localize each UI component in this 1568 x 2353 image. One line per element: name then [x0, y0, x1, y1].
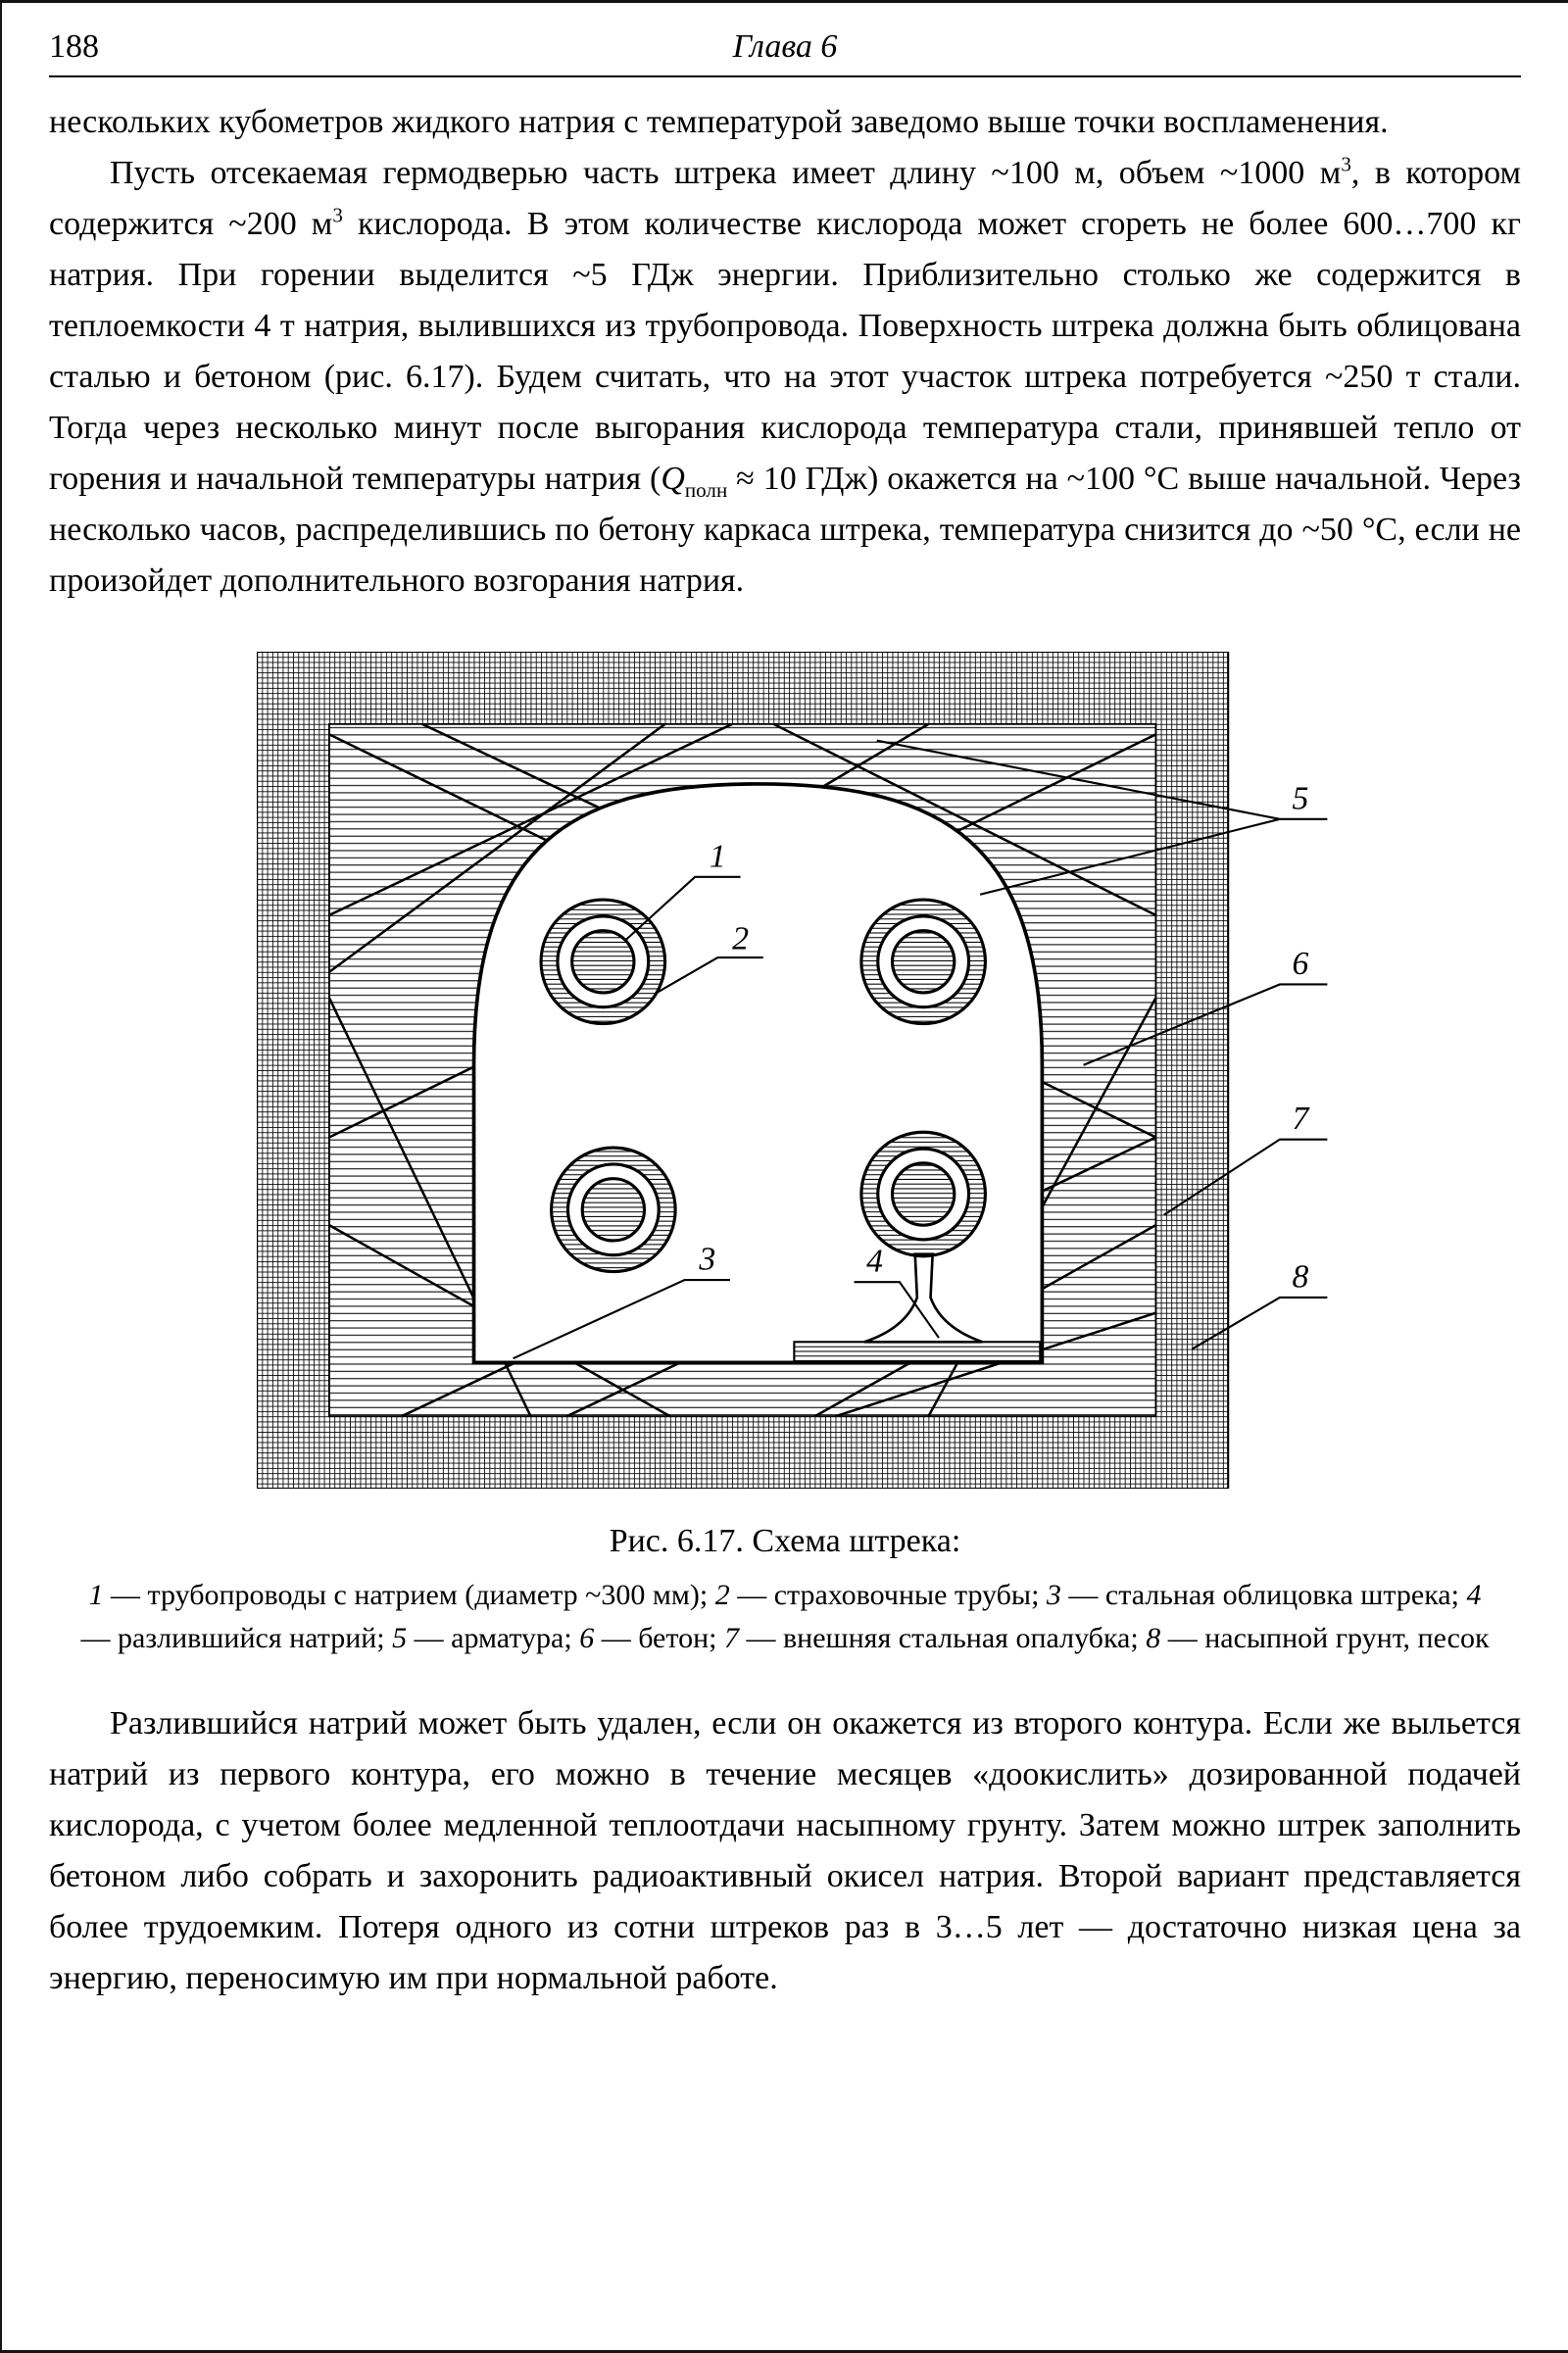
- legend-num: 5: [392, 1621, 408, 1654]
- legend-text: — разлившийся натрий;: [80, 1621, 393, 1654]
- callout-6-label: 6: [1292, 946, 1309, 983]
- text-segment: Пусть отсекаемая гермодверью часть штрека имеет длину ~100 м, объем ~1000 м: [110, 155, 1342, 192]
- figure-diagram-wrap: [257, 652, 1521, 1494]
- pipe-assembly-upper-right: [861, 900, 986, 1024]
- legend-text: — стальная облицовка штрека;: [1060, 1579, 1467, 1612]
- sodium-pipe-core: [572, 931, 634, 993]
- paragraph-main: [49, 148, 1521, 607]
- callout-4-label: 4: [866, 1243, 884, 1280]
- page-header: [49, 23, 1521, 77]
- legend-text: — внешняя стальная опалубка;: [738, 1621, 1147, 1654]
- callout-3-label: 3: [699, 1241, 716, 1278]
- figure-caption: Рис. 6.17. Схема штрека:: [609, 1523, 961, 1560]
- callout-2-label: 2: [732, 920, 749, 957]
- legend-text: — бетон;: [594, 1621, 724, 1654]
- text-segment: кислорода. В этом количестве кислорода может сгореть не более 600…700 кг натрия. При горении выделится ~5 ГДж энергии. Приблизительно столько же содержится в теплоемкости 4 т натрия, вылившихся из трубопровода. Поверхность штрека должна быть облицована сталью и бетоном (рис. 6.17). Будем считать, что на этот участок штрека потребуется ~250 т стали. Тогда через несколько минут после выгорания кислорода температура стали, принявшей тепло от горения и начальной температуры натрия (: [49, 206, 1521, 498]
- legend-num: 4: [1466, 1579, 1482, 1612]
- sodium-pipe-core: [893, 931, 955, 993]
- pipe-assembly-lower-right-leaking: [861, 1132, 986, 1256]
- legend-num: 8: [1146, 1621, 1161, 1654]
- legend-text: — насыпной грунт, песок: [1160, 1621, 1490, 1654]
- formula-subscript: полн: [684, 477, 728, 502]
- legend-num: 1: [88, 1579, 104, 1612]
- superscript: 3: [1341, 152, 1351, 176]
- legend-num: 3: [1046, 1579, 1061, 1612]
- chapter-title: Глава 6: [732, 28, 838, 65]
- spilled-sodium-pool: [794, 1342, 1040, 1362]
- text-segment: ≈ 10 ГДж) окажется на ~100 °С выше начальной. Через несколько часов, распределившись по бетону каркаса штрека, температура снизится до ~50 °С, если не произойдет дополнительного возгорания натрия.: [49, 461, 1521, 600]
- callout-5-label: 5: [1292, 780, 1309, 817]
- pipe-assembly-lower-left: [552, 1148, 676, 1272]
- legend-text: — трубопроводы с натрием (диаметр ~300 мм);: [103, 1579, 715, 1612]
- tunnel-steel-lining-outline: [474, 784, 1043, 1362]
- legend-text: — страховочные трубы;: [729, 1579, 1047, 1612]
- legend-num: 6: [579, 1621, 595, 1654]
- callout-7-label: 7: [1292, 1101, 1309, 1138]
- legend-num: 7: [723, 1621, 739, 1654]
- callout-1-label: 1: [709, 838, 726, 875]
- legend-text: — арматура;: [407, 1621, 580, 1654]
- paragraph-final: Разлившийся натрий может быть удален, если он окажется из второго контура. Если же выльется натрий из первого контура, его можно в течение месяцев «доокислить» дозированной подачей кислорода, с учетом более медленной теплоотдачи насыпному грунту. Затем можно штрек заполнить бетоном либо собрать и захоронить радиоактивный окисел натрия. Второй вариант представляется более трудоемким. Потеря одного из сотни штреков раз в 3…5 лет — достаточно низкая цена за энергию, переносимую им при нормальной работе.: [49, 1705, 1521, 1997]
- text-segment: , в котором содержится ~200 м: [49, 155, 1521, 243]
- pipe-assembly-upper-left: [541, 900, 665, 1024]
- page-number: 188: [49, 28, 99, 65]
- callout-8-label: 8: [1292, 1258, 1309, 1296]
- legend-num: 2: [714, 1579, 730, 1612]
- formula-symbol: Q: [661, 461, 685, 498]
- sodium-pipe-core: [582, 1179, 644, 1241]
- figure-legend: [74, 1574, 1495, 1659]
- figure-6-17: [49, 652, 1521, 1659]
- sodium-pipe-core: [893, 1163, 955, 1225]
- paragraph-intro: нескольких кубометров жидкого натрия с температурой заведомо выше точки воспламенения.: [49, 104, 1389, 140]
- superscript: 3: [332, 203, 343, 227]
- tunnel-cross-section-diagram: [257, 652, 1394, 1489]
